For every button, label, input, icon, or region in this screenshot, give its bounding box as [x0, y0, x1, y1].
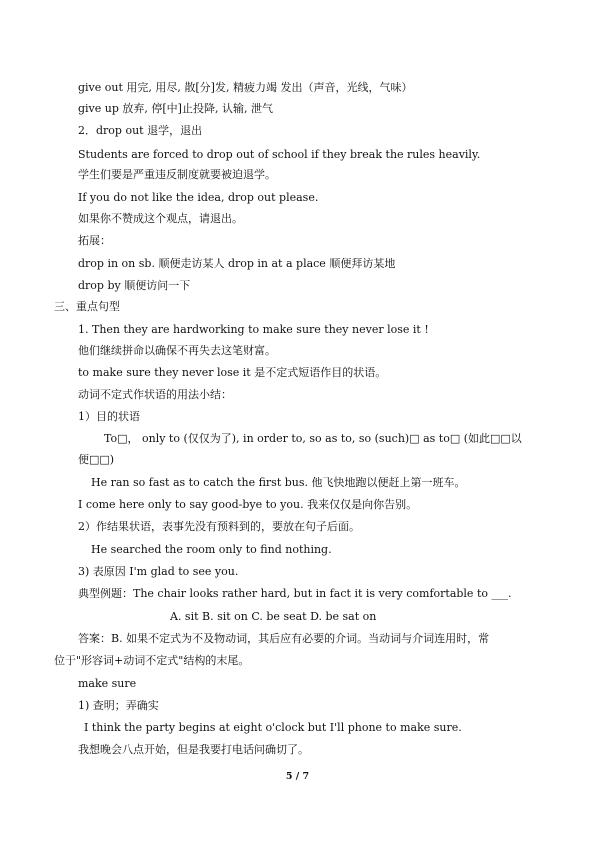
text-line: 3) 表原因 I'm glad to see you.	[78, 565, 239, 578]
text-line: drop by 顺便访问一下	[78, 279, 191, 292]
page-number: 5 / 7	[285, 771, 310, 782]
text-line: I think the party begins at eight o'clock but I'll phone to make sure.	[84, 721, 462, 734]
text-line: give out 用完, 用尽, 散[分]发, 精疲力竭 发出（声音，光线，气味）	[78, 81, 413, 94]
section-heading: 三、重点句型	[54, 300, 120, 313]
text-line: He ran so fast as to catch the first bus. 他飞快地跑以便赶上第一班车。	[91, 476, 466, 489]
text-line: drop in on sb. 顺便走访某人 drop in at a place 顺便拜访某地	[78, 257, 396, 270]
text-line: 位于"形容词+动词不定式"结构的末尾。	[54, 654, 250, 667]
text-line: Students are forced to drop out of school if they break the rules heavily.	[78, 148, 481, 161]
text-line: 1）目的状语	[78, 410, 140, 423]
text-line: to make sure they never lose it 是不定式短语作目的状语。	[78, 366, 387, 379]
text-line: 如果你不赞成这个观点，请退出。	[78, 212, 243, 225]
text-line: 我想晚会八点开始，但是我要打电话问确切了。	[78, 743, 309, 756]
text-line: 答案：B. 如果不定式为不及物动词，其后应有必要的介词。当动词与介词连用时，常	[78, 632, 490, 645]
text-line: 1. Then they are hardworking to make sure they never lose it !	[78, 323, 429, 336]
answer-options: A. sit B. sit on C. be seat D. be sat on	[170, 610, 377, 623]
text-line: 他们继续拼命以确保不再失去这笔财富。	[78, 344, 276, 357]
text-line: I come here only to say good-bye to you. 我来仅仅是向你告别。	[78, 498, 418, 511]
text-line: To□， only to (仅仅为了), in order to, so as to, so (such)□ as to□ (如此□□以	[104, 432, 522, 445]
text-line: If you do not like the idea, drop out please.	[78, 191, 319, 204]
text-line: make sure	[78, 677, 137, 690]
text-line: give up 放弃, 停[中]止投降, 认输, 泄气	[78, 102, 273, 115]
text-line: 2）作结果状语，表事先没有预料到的，要放在句子后面。	[78, 520, 360, 533]
text-line: 便□□)	[78, 453, 115, 466]
text-line: He searched the room only to find nothing.	[91, 543, 332, 556]
text-line: 学生们要是严重违反制度就要被迫退学。	[78, 168, 276, 181]
text-line: 动词不定式作状语的用法小结：	[78, 388, 232, 401]
text-line: 典型例题：The chair looks rather hard, but in fact it is very comfortable to ___.	[78, 587, 512, 600]
text-line: 2．drop out 退学，退出	[78, 124, 203, 137]
text-line: 1) 查明；弄确实	[78, 699, 159, 712]
text-line: 拓展：	[78, 234, 111, 247]
